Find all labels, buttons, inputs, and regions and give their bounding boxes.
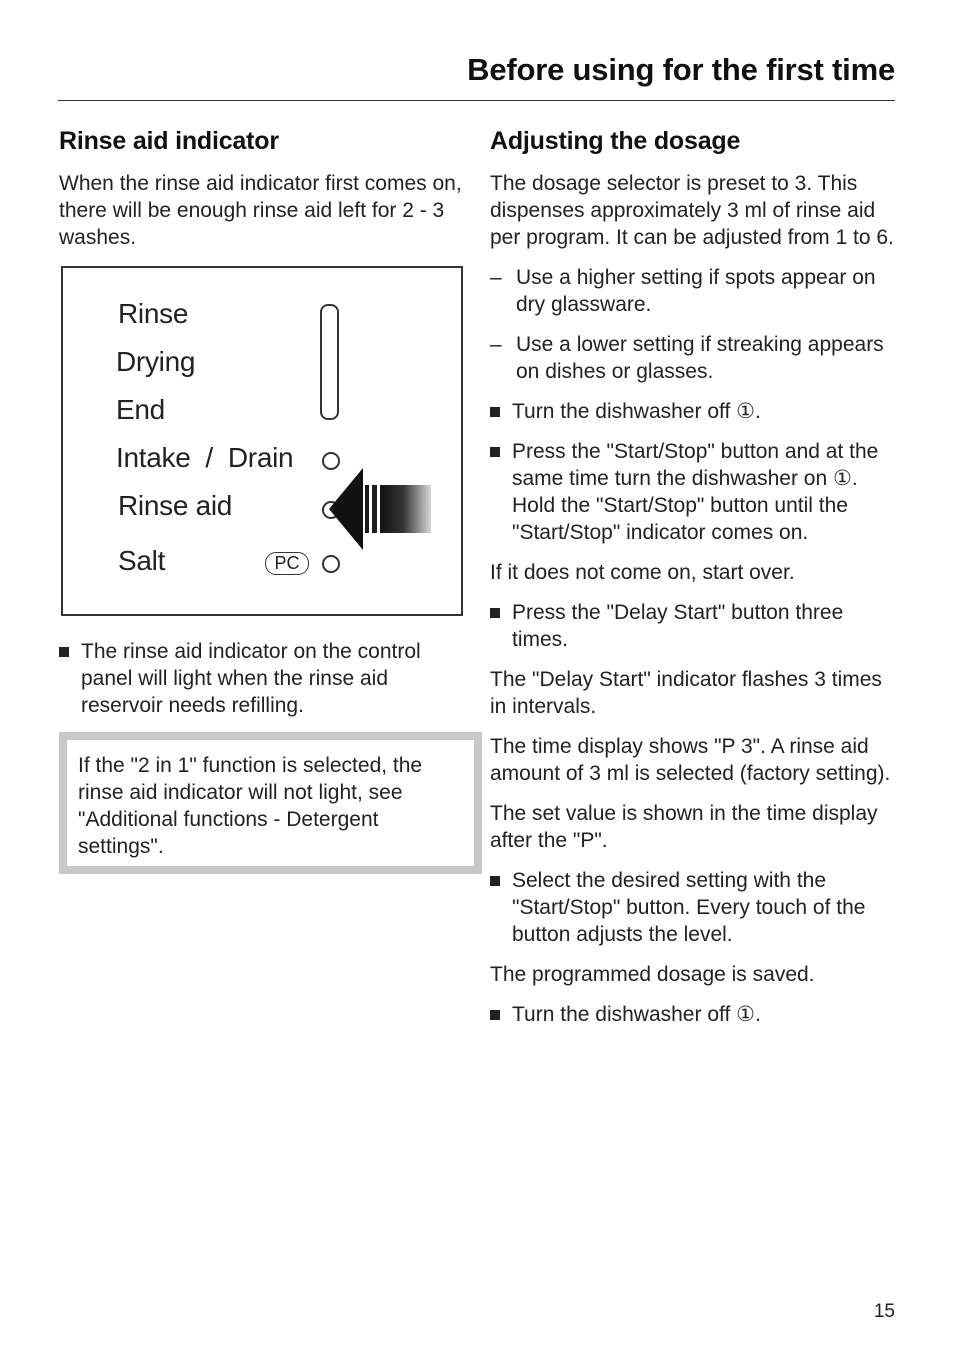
step-select-setting [490, 867, 900, 948]
dash-mark-icon: – [490, 333, 502, 356]
step-press-start-stop [490, 438, 900, 546]
adjusting-dosage-heading: Adjusting the dosage [490, 127, 741, 155]
bullet-square-icon [490, 407, 500, 417]
dash-item-lower [490, 331, 900, 385]
note-box [59, 732, 482, 874]
restart-text: If it does not come on, start over. [490, 561, 795, 584]
right-column [490, 124, 900, 1041]
step-delay-start-text: Press the "Delay Start" button three times. [512, 601, 844, 651]
panel-label-rinse: Rinse [118, 298, 189, 329]
progress-segment-end [320, 380, 339, 420]
dash-item-higher [490, 264, 900, 318]
panel-label-intake-drain: Intake / Drain [116, 442, 294, 473]
display-text: The time display shows "P 3". A rinse aid amount of 3 ml is selected (factory setting). [490, 735, 891, 785]
rinse-aid-bullet-text: The rinse aid indicator on the control panel will light when the rinse aid reservoir needs refilling. [81, 640, 421, 717]
step-turn-off-final [490, 1001, 900, 1028]
panel-label-drying: Drying [116, 346, 196, 377]
bullet-square-icon [490, 1010, 500, 1020]
page-number: 15 [873, 1301, 895, 1322]
panel-label-end: End [116, 394, 165, 425]
bullet-square-icon [490, 447, 500, 457]
dosage-intro: The dosage selector is preset to 3. This dispenses approximately 3 ml of rinse aid per program. It can be adjusted from 1 to 6. [490, 172, 894, 249]
step-turn-off-text: Turn the dishwasher off ①. [512, 400, 761, 423]
step-press-start-stop-text: Press the "Start/Stop" button and at the same time turn the dishwasher on ①. Hold the "Start/Stop" button until the "Start/Stop" indicator comes on. [512, 440, 879, 544]
pc-badge: PC [265, 552, 309, 575]
bullet-square-icon [490, 876, 500, 886]
panel-label-salt: Salt [118, 545, 166, 576]
rinse-aid-bullet [59, 638, 464, 719]
control-panel-illustration [61, 266, 463, 616]
step-select-setting-text: Select the desired setting with the "Start/Stop" button. Every touch of the button adjusts the level. [512, 869, 866, 946]
page-header-title: Before using for the first time [467, 52, 895, 87]
step-turn-off [490, 398, 900, 425]
left-column [59, 124, 464, 874]
dash-item-higher-text: Use a higher setting if spots appear on dry glassware. [516, 266, 876, 316]
progress-segment-drying [320, 342, 339, 382]
salt-led-icon [322, 555, 340, 573]
bullet-square-icon [59, 647, 69, 657]
pointing-arrow-icon [329, 468, 433, 550]
progress-segment-rinse [320, 304, 339, 346]
dash-mark-icon: – [490, 266, 502, 289]
set-value-text: The set value is shown in the time display after the "P". [490, 802, 878, 852]
panel-label-rinse-aid: Rinse aid [118, 490, 233, 521]
step-delay-start [490, 599, 900, 653]
rinse-aid-heading: Rinse aid indicator [59, 127, 279, 155]
saved-text: The programmed dosage is saved. [490, 963, 815, 986]
rinse-aid-intro: When the rinse aid indicator first comes on, there will be enough rinse aid left for 2 - 3 washes. [59, 172, 462, 249]
header-rule [58, 100, 895, 101]
note-text: If the "2 in 1" function is selected, the rinse aid indicator will not light, see "Additional functions - Detergent settings". [78, 754, 423, 858]
step-turn-off-final-text: Turn the dishwasher off ①. [512, 1003, 761, 1026]
flashes-text: The "Delay Start" indicator flashes 3 times in intervals. [490, 668, 882, 718]
bullet-square-icon [490, 608, 500, 618]
dash-item-lower-text: Use a lower setting if streaking appears on dishes or glasses. [516, 333, 884, 383]
